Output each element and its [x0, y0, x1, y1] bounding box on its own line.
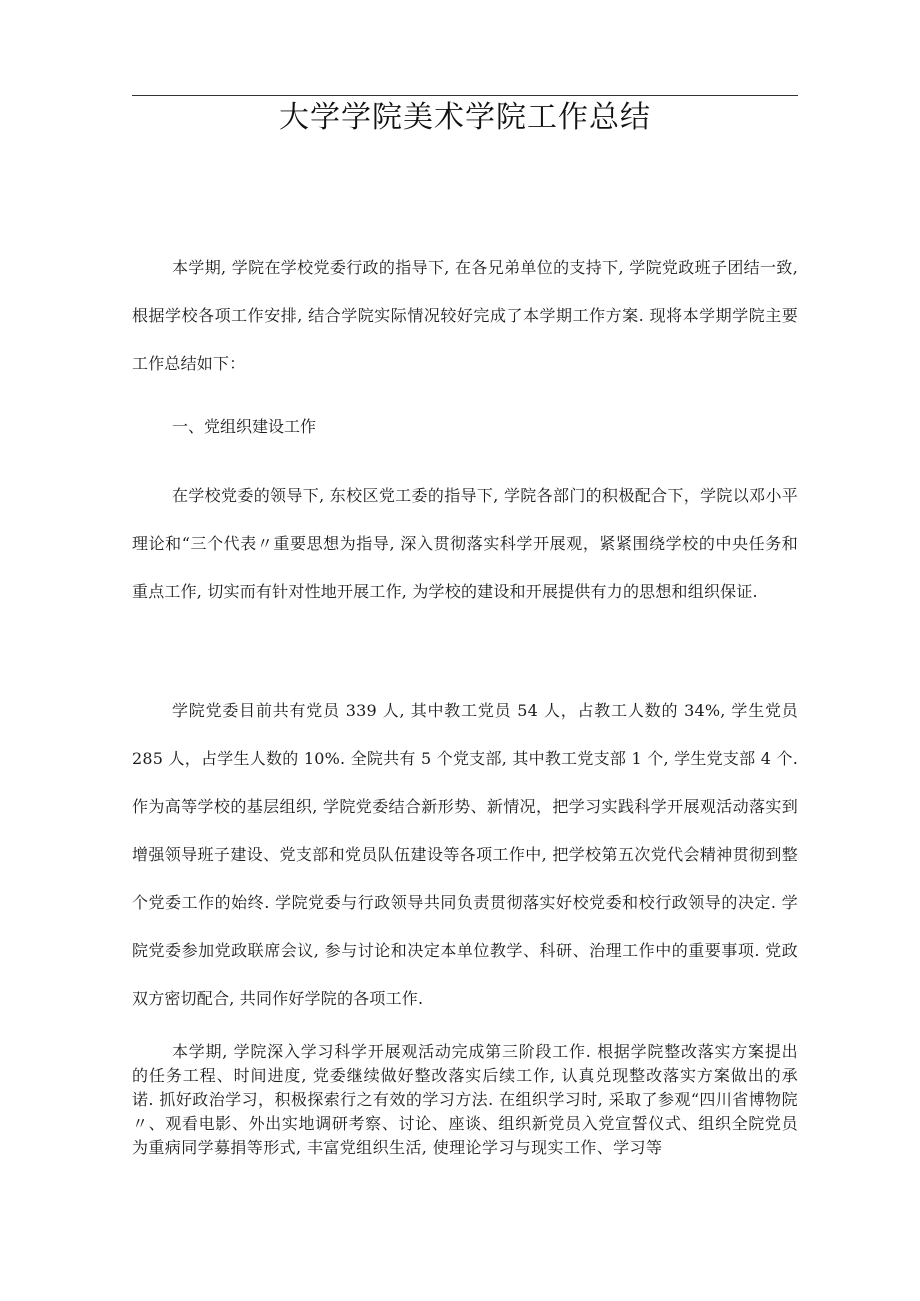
document-title: 大学学院美术学院工作总结: [279, 100, 651, 135]
header-rule: [132, 95, 798, 96]
body-paragraph-guidance: 在学校党委的领导下, 东校区党工委的指导下, 学院各部门的积极配合下，学院以邓小平理论和“三个代表〃重要思想为指导, 深入贯彻落实科学开展观，紧紧围绕学校的中央任务和重点工作, 切实而有针对性地开展工作, 为学校的建设和开展提供有力的思想和组织保证.: [132, 486, 798, 601]
section-heading-party-organization: 一、党组织建设工作: [172, 417, 317, 436]
body-paragraph-membership: 学院党委目前共有党员 339 人, 其中教工党员 54 人，占教工人数的 34%, 学生党员 285 人，占学生人数的 10%. 全院共有 5 个党支部, 其中教工党支部 1 个, 学生党支部 4 个. 作为高等学校的基层组织, 学院党委结合新形势、新情况，把学习实践科学开展观活动落实到增强领导班子建设、党支部和党员队伍建设等各项工作中, 把学校第五次党代会精神贯彻到整个党委工作的始终. 学院党委与行政领导共同负责贯彻落实好校党委和校行政领导的决定. 学院党委参加党政联席会议, 参与讨论和决定本单位教学、科研、治理工作中的重要事项. 党政双方密切配合, 共同作好学院的各项工作.: [132, 701, 798, 1008]
body-paragraph-study-activities: 本学期, 学院深入学习科学开展观活动完成第三阶段工作. 根据学院整改落实方案提出的任务工程、时间进度, 党委继续做好整改落实后续工作, 认真兑现整改落实方案做出的承诺. 抓好政治学习，积极探索行之有效的学习方法. 在组织学习时, 采取了参观“四川省博物院〃、观看电影、外出实地调研考察、讨论、座谈、组织新党员入党宣誓仪式、组织全院党员为重病同学募捐等形式, 丰富党组织生活, 使理论学习与现实工作、学习等: [132, 1042, 798, 1157]
intro-paragraph: 本学期, 学院在学校党委行政的指导下, 在各兄弟单位的支持下, 学院党政班子团结一致, 根据学校各项工作安排, 结合学院实际情况较好完成了本学期工作方案. 现将本学期学院主要工作总结如下：: [132, 258, 798, 373]
